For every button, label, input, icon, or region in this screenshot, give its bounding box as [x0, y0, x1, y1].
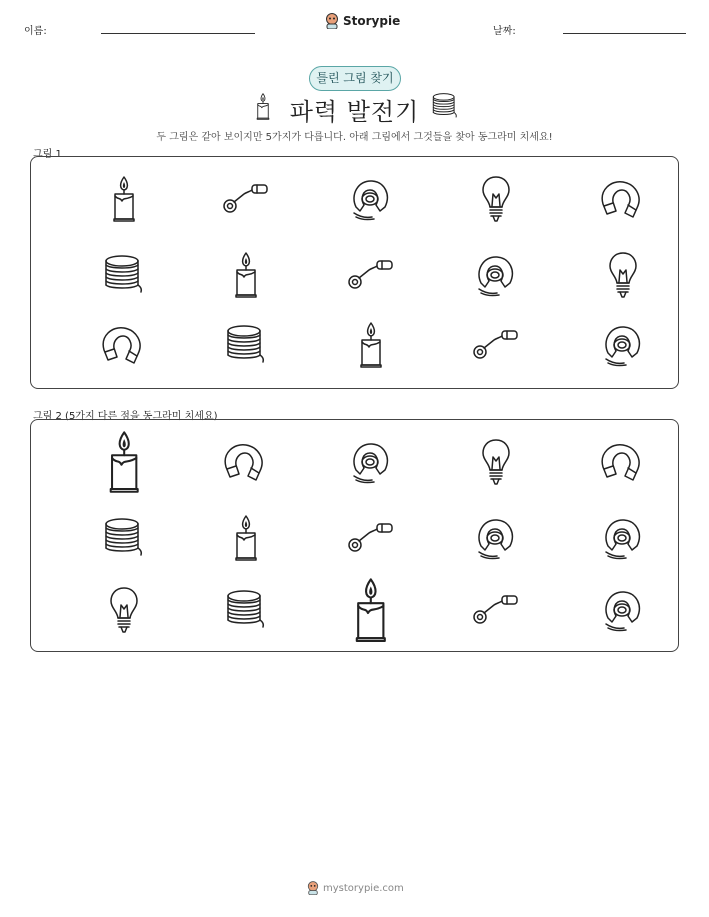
candle-icon[interactable] [112, 176, 136, 222]
page-title: 파력 발전기 [289, 98, 420, 126]
storypie-mascot-icon [325, 13, 339, 29]
crank-icon[interactable] [347, 258, 395, 292]
crank-icon[interactable] [472, 328, 520, 362]
dynamo-icon[interactable] [475, 253, 517, 297]
picture1-panel [30, 156, 679, 389]
candle-icon[interactable] [354, 578, 388, 642]
coil-icon[interactable] [104, 518, 144, 558]
instructions: 두 그림은 같아 보이지만 5가지가 다릅니다. 아래 그림에서 그것들을 찾아 동그라미 치세요! [156, 132, 553, 143]
date-line[interactable] [563, 33, 686, 34]
magnet-icon[interactable] [601, 178, 645, 220]
brand-name: Storypie [343, 14, 401, 28]
coil-icon[interactable] [226, 325, 266, 365]
bulb-icon[interactable] [609, 252, 637, 298]
crank-icon[interactable] [472, 593, 520, 627]
name-label: 이름: [24, 26, 47, 37]
dynamo-icon[interactable] [350, 177, 392, 221]
footer [307, 881, 404, 895]
magnet-icon[interactable] [601, 441, 645, 483]
candle-icon[interactable] [359, 322, 383, 368]
dynamo-icon[interactable] [602, 516, 644, 560]
storypie-mascot-icon [307, 881, 319, 895]
crank-icon[interactable] [222, 182, 270, 216]
picture2-panel [30, 419, 679, 652]
name-line[interactable] [101, 33, 255, 34]
magnet-icon[interactable] [102, 324, 146, 366]
bulb-icon[interactable] [110, 587, 138, 633]
bulb-icon[interactable] [482, 176, 510, 222]
candle-icon[interactable] [108, 431, 140, 493]
picture2-label: 그림 2 (5가지 다른 점을 동그라미 치세요) [33, 411, 218, 422]
dynamo-icon[interactable] [602, 323, 644, 367]
crank-icon[interactable] [347, 521, 395, 555]
dynamo-icon[interactable] [350, 440, 392, 484]
date-label: 날짜: [493, 26, 516, 37]
title-coil-icon [432, 93, 458, 123]
dynamo-icon[interactable] [475, 516, 517, 560]
dynamo-icon[interactable] [602, 588, 644, 632]
coil-icon[interactable] [226, 590, 266, 630]
bulb-icon[interactable] [482, 439, 510, 485]
brand-logo [325, 13, 400, 29]
coil-icon[interactable] [104, 255, 144, 295]
candle-icon[interactable] [234, 515, 258, 561]
footer-url: mystorypie.com [323, 882, 404, 894]
worksheet-type-badge: 틀린 그림 찾기 [309, 66, 401, 91]
magnet-icon[interactable] [224, 441, 268, 483]
candle-icon[interactable] [234, 252, 258, 298]
picture1-label: 그림 1 [33, 149, 62, 160]
